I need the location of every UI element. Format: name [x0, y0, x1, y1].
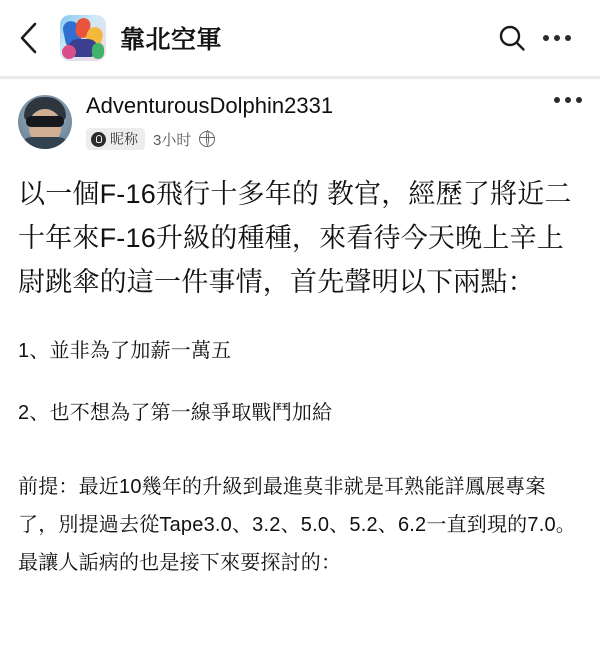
app-header: [0, 0, 600, 76]
nickname-badge: [86, 128, 145, 150]
logo-shape-5: [62, 45, 76, 59]
more-horizontal-icon: [543, 35, 571, 41]
back-button[interactable]: [18, 18, 52, 58]
author-name[interactable]: AdventurousDolphin2331: [86, 93, 334, 118]
post-paragraph: 2、也不想為了第一線爭取戰鬥加給: [18, 402, 333, 424]
post-paragraph: 1、並非為了加薪一萬五: [18, 340, 232, 362]
globe-icon[interactable]: [199, 131, 215, 147]
post-body: [18, 172, 582, 582]
more-horizontal-icon: [554, 97, 582, 103]
post-submeta: [86, 128, 554, 150]
post-meta: [86, 93, 554, 150]
chevron-left-icon: [18, 21, 40, 55]
search-button[interactable]: [492, 18, 532, 58]
search-icon: [497, 23, 527, 53]
post-timestamp: 3小时: [153, 131, 192, 149]
avatar-sunglasses: [26, 116, 64, 127]
post-more-button[interactable]: [554, 97, 582, 103]
post-paragraph: 以一個F-16飛行十多年的 教官，經歷了將近二十年來F-16升級的種種，來看待今天晚上辛上尉跳傘的這一件事情，首先聲明以下兩點：: [18, 179, 572, 297]
anonymous-mask-icon: [91, 132, 106, 147]
post-container: [0, 79, 600, 582]
page-title: 靠北空軍: [120, 26, 223, 54]
header-more-button[interactable]: [536, 18, 578, 58]
avatar[interactable]: [18, 95, 72, 149]
logo-shape-6: [92, 43, 104, 59]
nickname-badge-label: 昵称: [110, 131, 138, 147]
post-header: [18, 93, 582, 150]
avatar-shirt: [20, 137, 70, 149]
post-paragraph: 前提：最近10幾年的升級到最進莫非就是耳熟能詳鳳展專案了，別提過去從Tape3.0、3.2、5.0、5.2、6.2一直到現的7.0。最讓人詬病的也是接下來要探討的：: [18, 476, 576, 574]
page-avatar[interactable]: [60, 15, 106, 61]
